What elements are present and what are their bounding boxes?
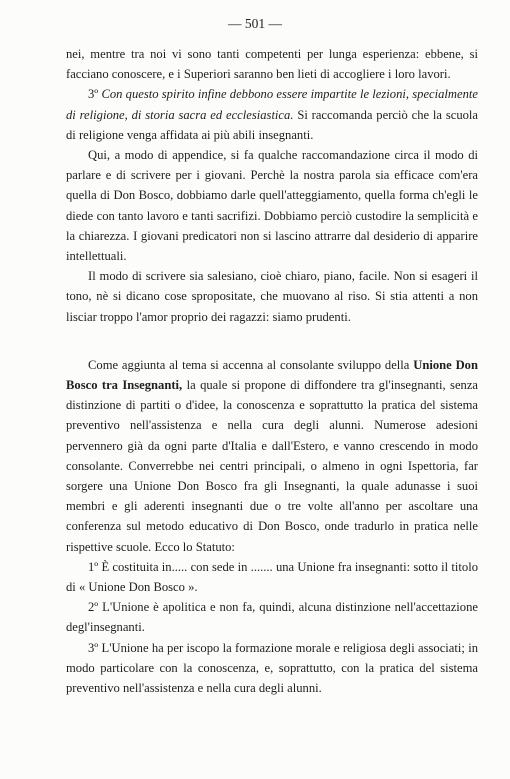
paragraph: Qui, a modo di appendice, si fa qualche raccomandazione circa il modo di parlare e di scrivere per i giovani. Perchè la nostra parola sia efficace com'era quella di Don Bosco, dobbiamo darle quell'atteggiamento, quella forma ch'egli le diede con tanto lavoro e tanti sacrifizi. Dobbiamo perciò custodire la semplicità e la chiarezza. I giovani predicatori non si lascino attrarre dal desiderio di apparire intellettuali.: [66, 148, 478, 264]
italic-heading: Con questo spirito infine debbono essere impartite le lezioni, specialmente di religione, di storia sacra ed ecclesiastica.: [66, 87, 478, 122]
statute-item-2: 2º L'Unione è apolitica e non fa, quindi, alcuna distinzione nell'accettazione degl'insegnanti.: [66, 600, 478, 635]
paragraph-unione: [66, 355, 478, 557]
paragraph-text: la quale si propone di diffondere tra gl'insegnanti, senza distinzione di partiti o d'idee, la conoscenza e soprattutto la pratica del sistema preventivo nell'assistenza e nella cura degli alunni. Numerose adesioni pervennero già da ogni parte d'Italia e dall'Estero, e vanno crescendo in modo consolante. Converrebbe nei centri principali, o almeno in ogni Ispettoria, far sorgere una Unione Don Bosco fra gli Insegnanti, la quale adunasse i suoi membri e gli aderenti insegnanti due o tre volte all'anno per ascoltare una conferenza sul metodo educativo di Don Bosco, onde tradurlo in pratica nelle rispettive scuole. Ecco lo Statuto:: [66, 378, 479, 554]
page-number: — 501 —: [228, 16, 282, 31]
bold-title: Unione Don Bosco tra Insegnanti,: [66, 357, 478, 393]
section-gap: [66, 327, 478, 355]
text-body: [66, 44, 478, 698]
statute-item-3: 3º L'Unione ha per iscopo la formazione morale e religiosa degli associati; in modo particolare con la conoscenza, e, soprattutto, con la pratica del sistema preventivo nell'assistenza e nella cura degli alunni.: [66, 640, 478, 696]
statute-item-1: 1º È costituita in..... con sede in ....... una Unione fra insegnanti: sotto il titolo di « Unione Don Bosco ».: [66, 559, 478, 595]
paragraph-text: Come aggiunta al tema si accenna al consolante sviluppo della: [88, 357, 414, 372]
paragraph-point-3: [66, 84, 478, 145]
paragraph: nei, mentre tra noi vi sono tanti competenti per lunga esperienza: ebbene, si facciano conoscere, e i Superiori saranno ben lieti di accogliere i loro lavori.: [66, 47, 478, 82]
paragraph-text: Si raccomanda perciò che la scuola di religione venga affidata ai più abili insegnanti.: [66, 107, 478, 142]
paragraph: Il modo di scrivere sia salesiano, cioè chiaro, piano, facile. Non si esageri il tono, nè si dicano cose spropositate, che muovano al riso. Si stia attenti a non lisciar troppo l'amor proprio dei ragazzi: siamo prudenti.: [66, 269, 478, 324]
point-number: 3º: [88, 87, 102, 102]
